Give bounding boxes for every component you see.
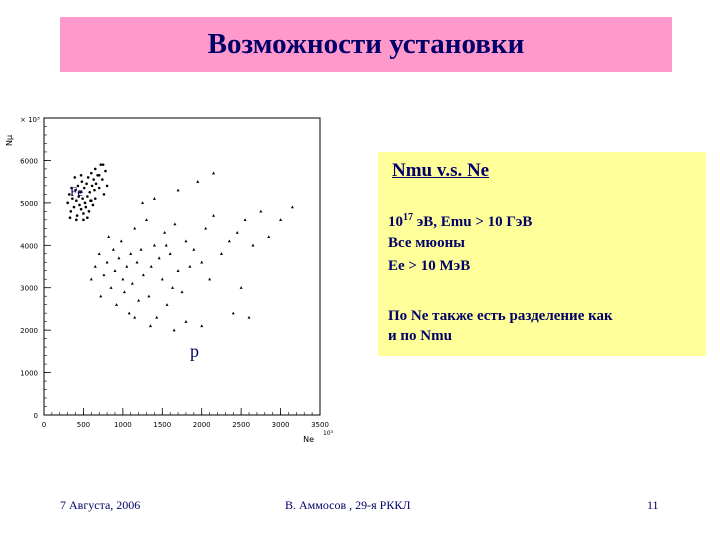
fe-point bbox=[78, 204, 81, 207]
p-point bbox=[251, 244, 254, 247]
fe-point bbox=[101, 178, 104, 181]
p-point bbox=[133, 227, 136, 230]
p-point bbox=[120, 239, 123, 242]
fe-point bbox=[83, 187, 86, 190]
p-point bbox=[279, 218, 282, 221]
x-tick-label: 500 bbox=[76, 421, 91, 429]
annotation-fe: Fe bbox=[70, 184, 83, 199]
energy-prefix: 10 bbox=[388, 214, 403, 230]
fe-point bbox=[80, 174, 83, 177]
p-point bbox=[142, 273, 145, 276]
p-point bbox=[244, 218, 247, 221]
p-point bbox=[113, 269, 116, 272]
p-point bbox=[232, 312, 235, 315]
y-tick-label: 1000 bbox=[20, 369, 38, 378]
p-point bbox=[220, 252, 223, 255]
p-point bbox=[155, 316, 158, 319]
p-point bbox=[208, 278, 211, 281]
p-point bbox=[165, 244, 168, 247]
fe-point bbox=[92, 178, 95, 181]
p-point bbox=[121, 278, 124, 281]
fe-point bbox=[94, 197, 97, 200]
p-point bbox=[153, 197, 156, 200]
p-point bbox=[129, 252, 132, 255]
fe-point bbox=[80, 208, 83, 211]
annotation-p: p bbox=[190, 341, 199, 361]
p-point bbox=[184, 320, 187, 323]
y-axis-label: Nμ bbox=[5, 134, 14, 146]
info-line-muons: Все мюоны bbox=[388, 235, 465, 251]
p-point bbox=[106, 261, 109, 264]
p-point bbox=[139, 248, 142, 251]
p-point bbox=[200, 324, 203, 327]
p-point bbox=[90, 278, 93, 281]
p-point bbox=[145, 218, 148, 221]
fe-point bbox=[95, 182, 98, 185]
fe-point bbox=[91, 185, 94, 188]
fe-point bbox=[84, 202, 87, 205]
scatter-chart bbox=[0, 100, 360, 445]
p-point bbox=[137, 299, 140, 302]
fe-point bbox=[81, 180, 84, 183]
fe-point bbox=[94, 168, 97, 171]
x-tick-label: 3500 bbox=[311, 421, 329, 429]
info-energy-line bbox=[388, 212, 532, 231]
p-point bbox=[125, 265, 128, 268]
fe-point bbox=[82, 219, 85, 222]
fe-point bbox=[73, 206, 76, 209]
fe-point bbox=[73, 176, 76, 179]
fe-point bbox=[82, 212, 85, 215]
fe-point bbox=[93, 189, 96, 192]
x-tick-label: 1500 bbox=[153, 421, 172, 429]
p-point bbox=[99, 295, 102, 298]
fe-point bbox=[75, 199, 78, 202]
p-point bbox=[169, 252, 172, 255]
p-point bbox=[181, 290, 184, 293]
y-tick-label: 3000 bbox=[20, 284, 38, 293]
energy-exponent: 17 bbox=[403, 212, 413, 223]
p-point bbox=[188, 265, 191, 268]
footer-page-number: 11 bbox=[647, 498, 659, 512]
p-point bbox=[150, 265, 153, 268]
fe-point bbox=[70, 210, 73, 213]
p-point bbox=[161, 278, 164, 281]
chart-ticks bbox=[20, 118, 329, 429]
info-panel bbox=[378, 152, 706, 356]
footer-author: В. Аммосов , 29-я РККЛ bbox=[285, 498, 411, 512]
fe-point bbox=[88, 210, 91, 213]
p-point bbox=[107, 235, 110, 238]
p-point bbox=[98, 252, 101, 255]
fe-point bbox=[75, 219, 78, 222]
p-point bbox=[240, 286, 243, 289]
x-axis-label: Ne bbox=[303, 435, 314, 444]
fe-point bbox=[86, 195, 89, 198]
p-point bbox=[177, 269, 180, 272]
p-point bbox=[200, 261, 203, 264]
p-point bbox=[184, 239, 187, 242]
fe-point bbox=[103, 193, 106, 196]
p-point bbox=[131, 282, 134, 285]
fe-point bbox=[85, 182, 88, 185]
p-point bbox=[259, 210, 262, 213]
p-point bbox=[267, 235, 270, 238]
p-point bbox=[115, 303, 118, 306]
p-point bbox=[173, 222, 176, 225]
fe-point bbox=[104, 170, 107, 173]
p-point bbox=[102, 273, 105, 276]
p-point bbox=[158, 256, 161, 259]
p-point bbox=[228, 239, 231, 242]
p-point bbox=[204, 227, 207, 230]
fe-point bbox=[76, 214, 79, 217]
p-point bbox=[163, 231, 166, 234]
p-point bbox=[149, 324, 152, 327]
p-point bbox=[212, 214, 215, 217]
info-line-electrons: Ee > 10 МэВ bbox=[388, 258, 471, 274]
fe-point bbox=[98, 187, 101, 190]
fe-point bbox=[86, 216, 89, 219]
title-banner bbox=[60, 17, 672, 72]
y-tick-label: 4000 bbox=[20, 242, 38, 251]
p-point bbox=[196, 180, 199, 183]
y-tick-label: 2000 bbox=[20, 327, 38, 336]
fe-point bbox=[92, 204, 95, 207]
p-point bbox=[248, 316, 251, 319]
p-point bbox=[153, 244, 156, 247]
info-heading: Nmu v.s. Ne bbox=[392, 160, 490, 181]
chart-labels bbox=[5, 116, 334, 444]
p-point bbox=[166, 303, 169, 306]
p-point bbox=[212, 172, 215, 175]
p-point bbox=[123, 290, 126, 293]
footer-date: 7 Августа, 2006 bbox=[60, 498, 141, 512]
p-point bbox=[173, 329, 176, 332]
fe-point bbox=[102, 163, 105, 166]
p-point bbox=[177, 189, 180, 192]
info-note-line1: По Ne также есть разделение как bbox=[388, 308, 613, 324]
y-tick-label: 0 bbox=[33, 412, 38, 420]
plot-frame bbox=[44, 118, 320, 415]
y-axis-multiplier: × 10³ bbox=[20, 116, 40, 124]
x-tick-label: 3000 bbox=[271, 421, 290, 429]
fe-point bbox=[90, 172, 93, 175]
p-point bbox=[236, 231, 239, 234]
fe-point bbox=[66, 202, 69, 205]
p-point bbox=[133, 316, 136, 319]
fe-point bbox=[99, 163, 102, 166]
p-point bbox=[141, 201, 144, 204]
x-tick-label: 2500 bbox=[232, 421, 251, 429]
slide-title: Возможности установки bbox=[207, 28, 525, 60]
p-point bbox=[112, 248, 115, 251]
y-tick-label: 5000 bbox=[20, 199, 38, 208]
fe-point bbox=[90, 199, 93, 202]
x-axis-multiplier: 10³ bbox=[322, 430, 334, 437]
p-point bbox=[110, 286, 113, 289]
p-point bbox=[147, 295, 150, 298]
fe-point bbox=[106, 185, 109, 188]
p-point bbox=[192, 248, 195, 251]
p-point bbox=[117, 256, 120, 259]
chart-axes bbox=[44, 118, 320, 415]
x-tick-label: 1000 bbox=[113, 421, 132, 429]
y-tick-label: 6000 bbox=[20, 157, 38, 166]
x-tick-label: 2000 bbox=[192, 421, 211, 429]
info-note-line2: и по Nmu bbox=[388, 328, 452, 344]
fe-point bbox=[87, 176, 90, 179]
fe-point bbox=[84, 206, 87, 209]
fe-point bbox=[98, 174, 101, 177]
p-point bbox=[171, 286, 174, 289]
chart-marks bbox=[66, 163, 294, 331]
fe-point bbox=[69, 216, 72, 219]
p-point bbox=[291, 206, 294, 209]
fe-point bbox=[88, 191, 91, 194]
p-point bbox=[136, 261, 139, 264]
x-tick-label: 0 bbox=[41, 421, 47, 429]
p-point bbox=[128, 312, 131, 315]
p-point bbox=[94, 265, 97, 268]
energy-rest: эВ, Emu > 10 ГэВ bbox=[413, 214, 533, 230]
